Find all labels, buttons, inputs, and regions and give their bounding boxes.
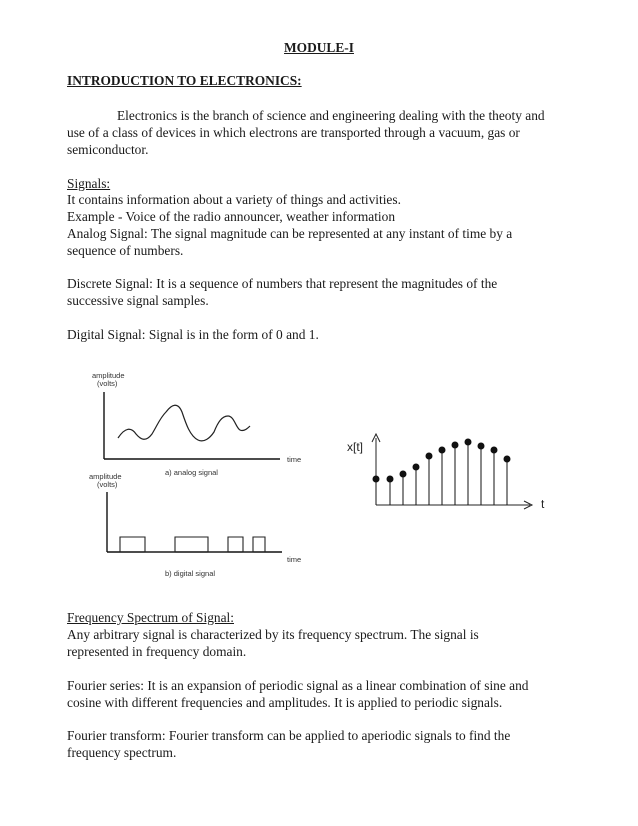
digital-caption: b) digital signal [165,569,216,578]
spectrum-line-1: Any arbitrary signal is characterized by its frequency spectrum. The signal is [67,627,479,642]
sample-point-7 [452,442,458,448]
signals-line-1: It contains information about a variety of things and activities. [67,192,401,207]
signals-line-2: Example - Voice of the radio announcer, weather information [67,209,396,224]
digital-waveform [120,537,265,552]
intro-line-1: Electronics is the branch of science and engineering dealing with the theoty and [117,108,545,123]
digital-signal-plot [100,488,290,563]
discrete-xlabel: t [541,497,545,511]
sample-point-2 [387,476,393,482]
section-heading: INTRODUCTION TO ELECTRONICS: [67,73,302,88]
discrete-ylabel: x[t] [347,440,364,454]
fourier-transform-line-2: frequency spectrum. [67,745,177,760]
sample-point-11 [504,456,510,462]
sample-point-4 [413,464,419,470]
spectrum-line-2: represented in frequency domain. [67,644,247,659]
analog-ylabel-1: amplitude [92,371,125,380]
digital-ylabel-1: amplitude [89,472,122,481]
intro-line-2: use of a class of devices in which electrons are transported through a vacuum, gas or [67,125,520,140]
analog-ylabel-2: (volts) [97,379,118,388]
signals-line-4: sequence of numbers. [67,243,184,258]
sample-point-9 [478,443,484,449]
sample-point-3 [400,471,406,477]
discrete-signal-plot [370,430,550,515]
spectrum-title: Frequency Spectrum of Signal: [67,610,234,625]
signals-line-3: Analog Signal: The signal magnitude can be represented at any instant of time by a [67,226,513,241]
discrete-samples [373,439,510,505]
intro-line-3: semiconductor. [67,142,149,157]
sample-point-6 [439,447,445,453]
fourier-transform-line-1: Fourier transform: Fourier transform can be applied to aperiodic signals to find the [67,728,511,743]
digital-xlabel: time [287,555,302,564]
sample-point-5 [426,453,432,459]
signals-title: Signals: [67,176,111,191]
analog-xlabel: time [287,455,302,464]
analog-waveform [118,405,250,441]
sample-point-1 [373,476,379,482]
analog-caption: a) analog signal [165,468,218,477]
sample-point-8 [465,439,471,445]
digital-ylabel-2: (volts) [97,480,118,489]
sample-point-10 [491,447,497,453]
discrete-line-1: Discrete Signal: It is a sequence of numbers that represent the magnitudes of the [67,276,498,291]
digital-signal-line: Digital Signal: Signal is in the form of 0 and 1. [67,327,319,342]
module-title: MODULE-I [284,40,354,55]
fourier-series-line-1: Fourier series: It is an expansion of periodic signal as a linear combination of sine and [67,678,529,693]
fourier-series-line-2: cosine with different frequencies and amplitudes. It is applied to periodic signals. [67,695,503,710]
analog-signal-plot [100,388,290,463]
discrete-line-2: successive signal samples. [67,293,209,308]
